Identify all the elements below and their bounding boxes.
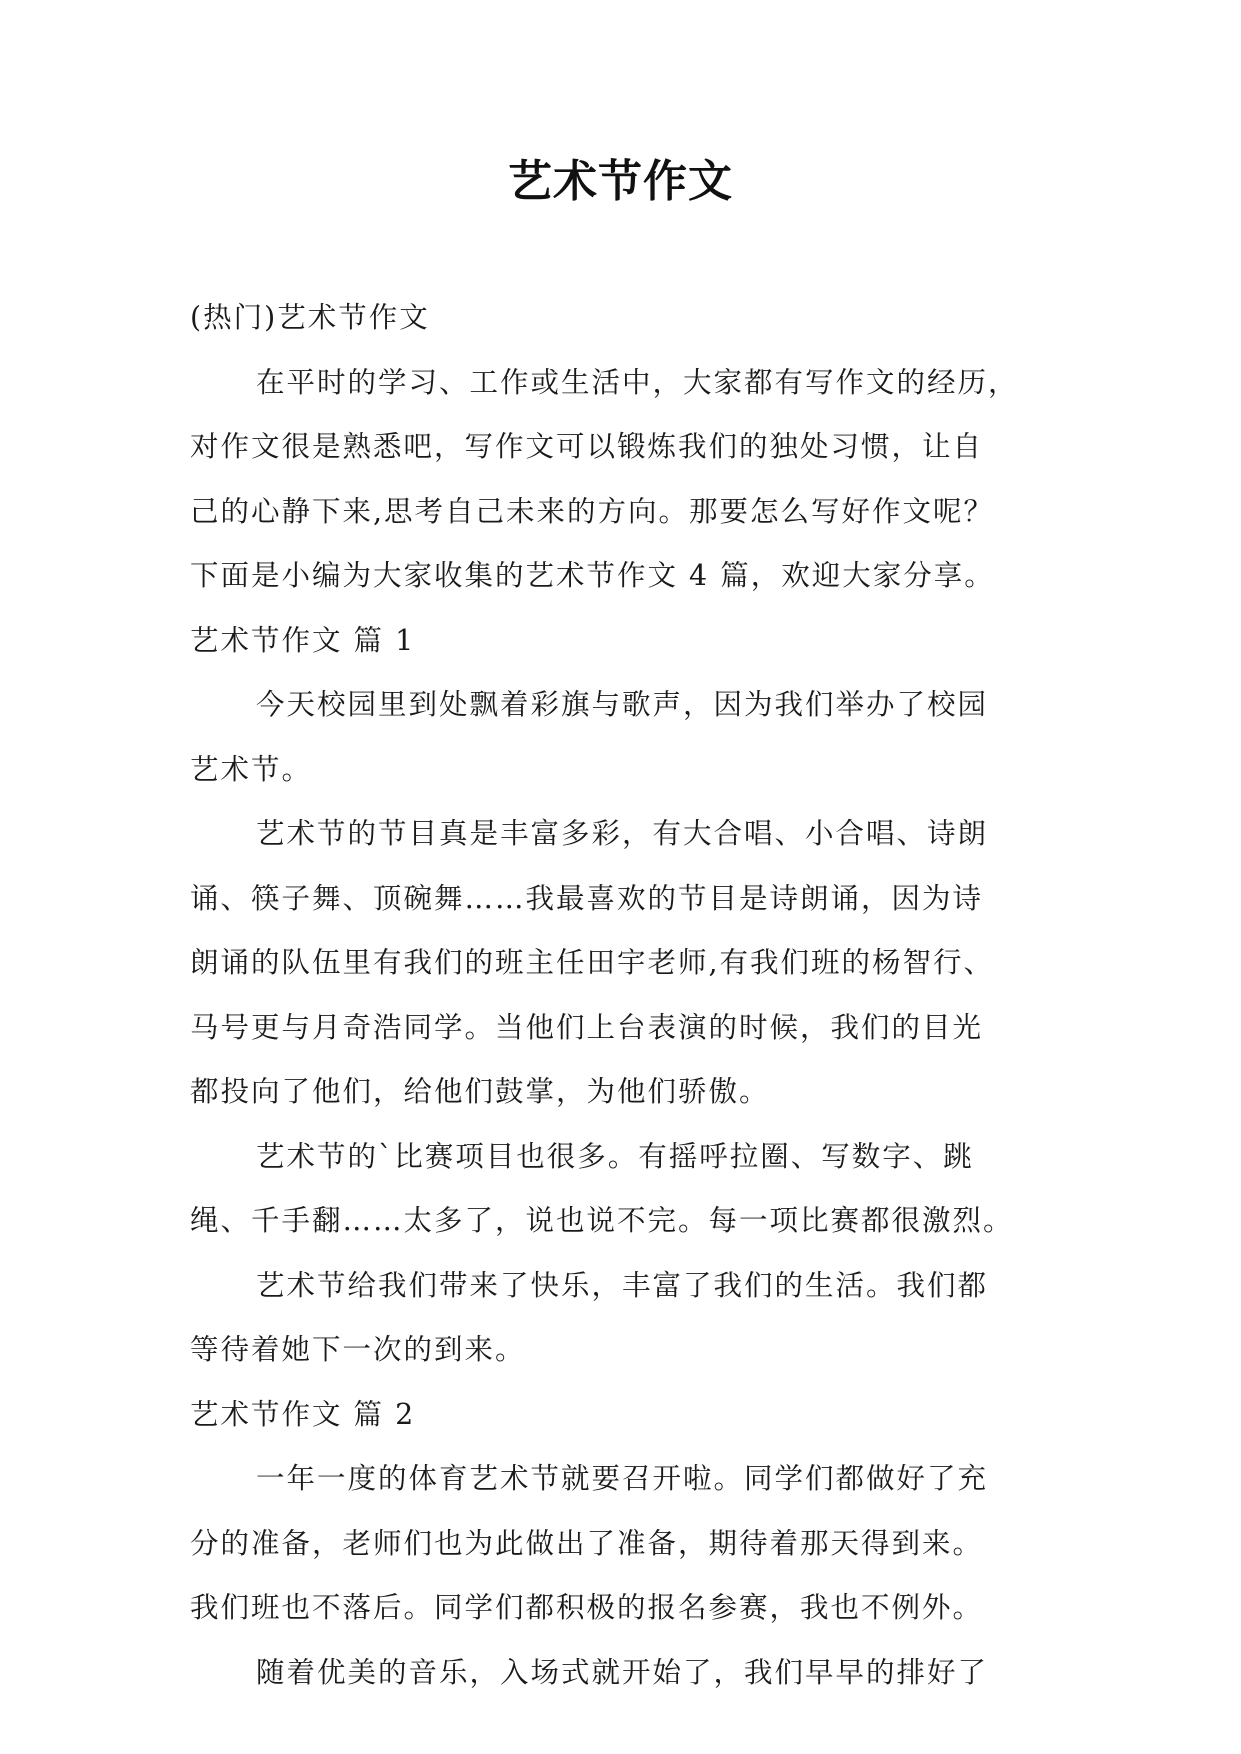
text-line: 我们班也不落后。同学们都积极的报名参赛，我也不例外。 <box>190 1591 984 1624</box>
text-line: 艺术节。 <box>190 752 313 786</box>
text-line: 都投向了他们，给他们鼓掌，为他们骄傲。 <box>190 1075 770 1108</box>
text-line: 艺术节给我们带来了快乐，丰富了我们的生活。我们都 <box>256 1268 989 1302</box>
document-title: 艺术节作文 <box>508 156 733 207</box>
text-line: 诵、筷子舞、顶碗舞……我最喜欢的节目是诗朗诵，因为诗 <box>190 881 984 915</box>
text-line: 一年一度的体育艺术节就要召开啦。同学们都做好了充 <box>256 1462 989 1495</box>
text-line: 艺术节作文 篇 1 <box>190 623 416 657</box>
document-body <box>190 286 1070 1705</box>
text-line: 随着优美的音乐，入场式就开始了，我们早早的排好了 <box>256 1655 989 1689</box>
text-line: 下面是小编为大家收集的艺术节作文 4 篇，欢迎大家分享。 <box>190 559 995 592</box>
text-line: 马号更与月奇浩同学。当他们上台表演的时候，我们的目光 <box>190 1010 984 1044</box>
text-line: 朗诵的队伍里有我们的班主任田宇老师,有我们班的杨智行、 <box>190 946 995 979</box>
text-line: 艺术节的节目真是丰富多彩，有大合唱、小合唱、诗朗 <box>256 817 989 850</box>
text-line: 艺术节作文 篇 2 <box>190 1397 416 1431</box>
text-line: 等待着她下一次的到来。 <box>190 1333 526 1366</box>
text-line: (热门)艺术节作文 <box>190 301 430 334</box>
text-line: 己的心静下来,思考自己未来的方向。那要怎么写好作文呢？ <box>190 494 995 528</box>
text-line: 艺术节的`比赛项目也很多。有摇呼拉圈、写数字、跳 <box>256 1139 974 1173</box>
text-line: 分的准备，老师们也为此做出了准备，期待着那天得到来。 <box>190 1526 984 1560</box>
text-line: 在平时的学习、工作或生活中，大家都有写作文的经历， <box>256 365 1019 399</box>
text-line: 今天校园里到处飘着彩旗与歌声，因为我们举办了校园 <box>256 688 989 721</box>
text-line: 对作文很是熟悉吧，写作文可以锻炼我们的独处习惯，让自 <box>190 430 984 463</box>
text-line: 绳、千手翻……太多了，说也说不完。每一项比赛都很激烈。 <box>190 1204 1014 1237</box>
